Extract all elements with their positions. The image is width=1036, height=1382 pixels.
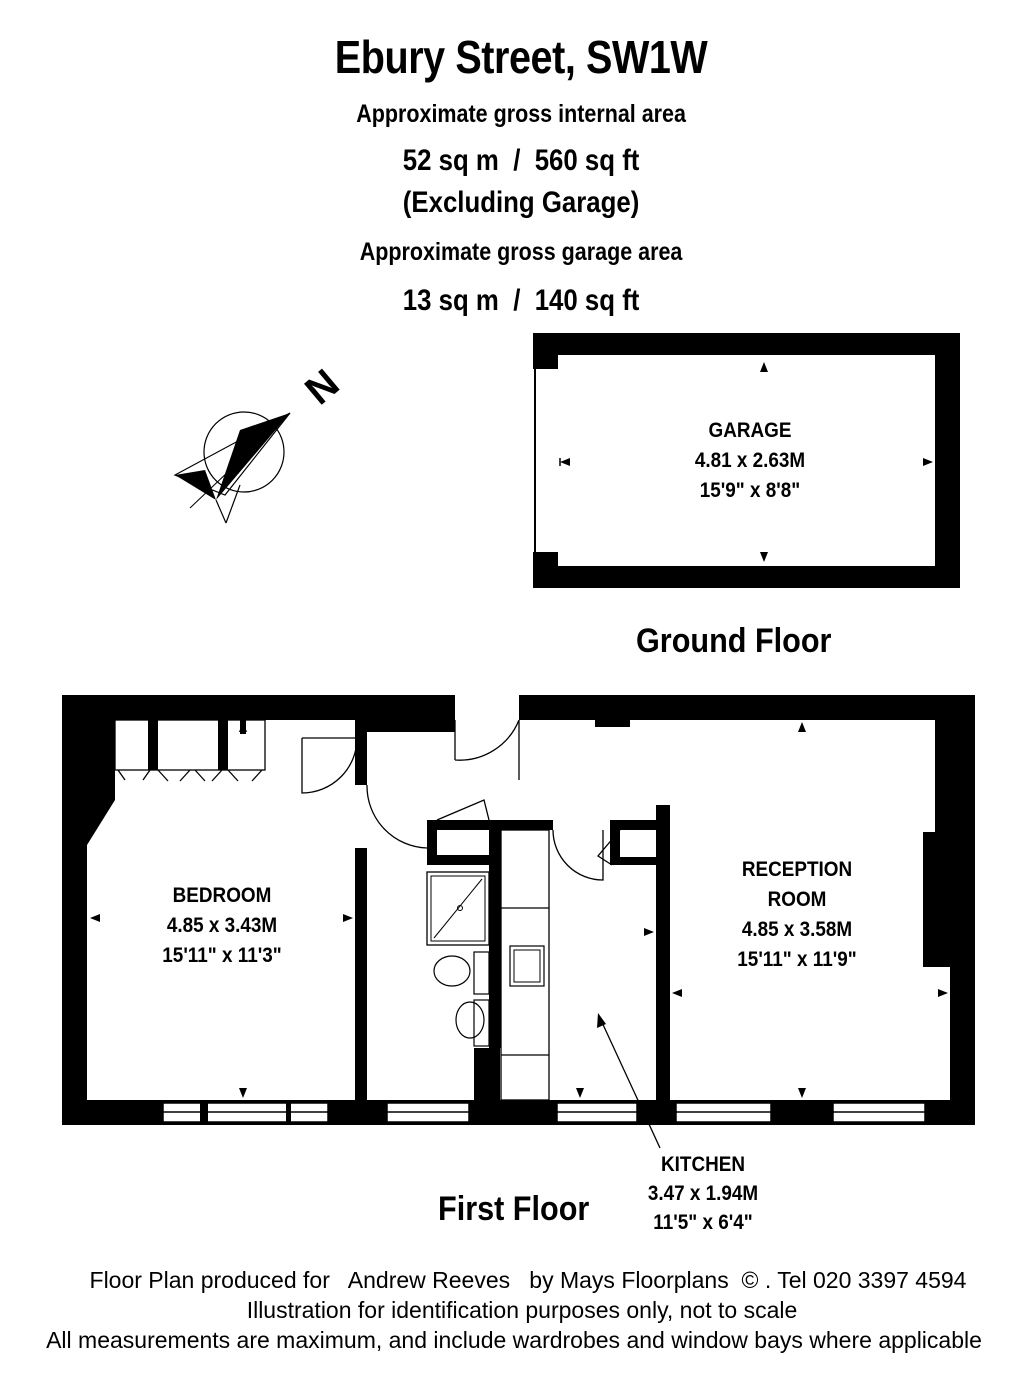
kitchen-metric: 3.47 x 1.94M bbox=[647, 1182, 759, 1205]
garage-label bbox=[660, 416, 840, 506]
internal-area-label: Approximate gross internal area bbox=[356, 100, 686, 128]
ground-floor-label: Ground Floor bbox=[636, 622, 832, 660]
reception-imperial: 15'11" x 11'9" bbox=[737, 948, 857, 971]
compass-north-letter: N bbox=[297, 361, 348, 414]
kitchen-name: KITCHEN bbox=[660, 1153, 746, 1176]
garage-imperial: 15'9" x 8'8" bbox=[699, 479, 801, 502]
internal-area-note: (Excluding Garage) bbox=[402, 186, 640, 219]
footer-credit: Floor Plan produced for Andrew Reeves by Mays Floorplans © . Tel 020 3397 4594 bbox=[89, 1267, 967, 1293]
property-title: Ebury Street, SW1W bbox=[334, 31, 708, 83]
garage-name: GARAGE bbox=[708, 419, 792, 442]
first-floor-label: First Floor bbox=[438, 1190, 590, 1228]
reception-metric: 4.85 x 3.58M bbox=[741, 918, 853, 941]
reception-name-line1: RECEPTION bbox=[741, 858, 853, 881]
garage-area-label: Approximate gross garage area bbox=[359, 238, 683, 266]
bedroom-imperial: 15'11" x 11'3" bbox=[162, 944, 282, 967]
garage-area-value: 13 sq m / 140 sq ft bbox=[402, 284, 640, 317]
footer-disclaimer: Illustration for identification purposes only, not to scale bbox=[246, 1297, 798, 1323]
bedroom-metric: 4.85 x 3.43M bbox=[166, 914, 278, 937]
bedroom-name: BEDROOM bbox=[172, 884, 272, 907]
bedroom-label bbox=[132, 881, 312, 971]
footer-measurements-note: All measurements are maximum, and include wardrobes and window bays where applicable bbox=[46, 1327, 982, 1353]
reception-label bbox=[707, 855, 887, 975]
reception-name-line2: ROOM bbox=[767, 888, 827, 911]
compass-icon bbox=[175, 361, 348, 523]
kitchen-imperial: 11'5" x 6'4" bbox=[653, 1211, 753, 1234]
internal-area-value: 52 sq m / 560 sq ft bbox=[402, 144, 640, 177]
kitchen-label bbox=[613, 1150, 793, 1237]
garage-metric: 4.81 x 2.63M bbox=[694, 449, 806, 472]
